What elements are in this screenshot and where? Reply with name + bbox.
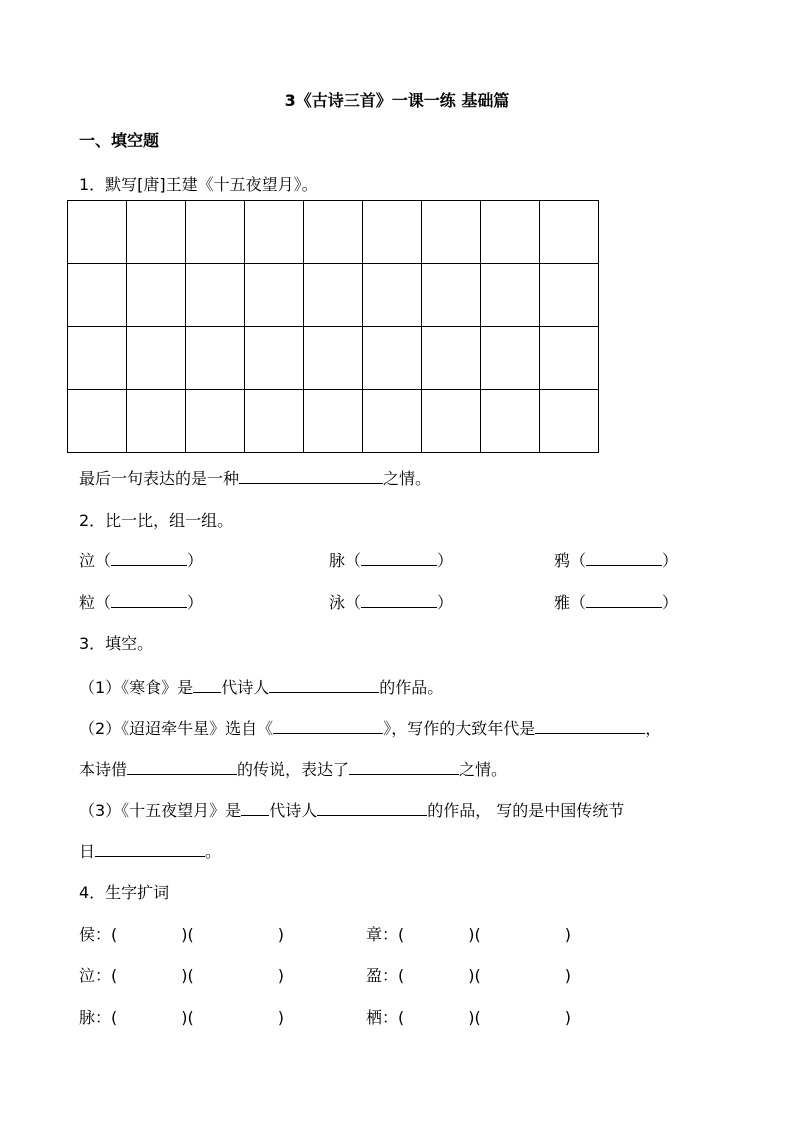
grid-cell[interactable]	[186, 327, 245, 390]
grid-cell[interactable]	[540, 327, 599, 390]
grid-cell[interactable]	[422, 390, 481, 453]
grid-cell[interactable]	[245, 327, 304, 390]
word-pair-item: 鸦（ ）	[554, 551, 679, 570]
word-pair-item: 泳（ ）	[329, 593, 454, 612]
word-expansion-item: 盈：( )( )	[366, 966, 571, 985]
grid-cell[interactable]	[304, 201, 363, 264]
answer-blank[interactable]	[193, 678, 221, 693]
grid-cell[interactable]	[127, 390, 186, 453]
answer-blank[interactable]	[241, 801, 269, 816]
grid-cell[interactable]	[245, 264, 304, 327]
page-title: 3《古诗三首》一课一练 基础篇	[284, 91, 510, 110]
question-3-line: 日 。	[79, 842, 222, 861]
grid-cell[interactable]	[68, 264, 127, 327]
answer-blank[interactable]	[273, 719, 383, 734]
grid-cell[interactable]	[363, 264, 422, 327]
answer-blank[interactable]	[239, 469, 383, 484]
answer-blank[interactable]	[361, 593, 437, 608]
grid-cell[interactable]	[481, 264, 540, 327]
word-pair-item: 粒（ ）	[79, 593, 204, 612]
grid-row	[68, 264, 599, 327]
grid-cell[interactable]	[186, 264, 245, 327]
word-expansion-item: 栖：( )( )	[366, 1008, 571, 1027]
answer-blank[interactable]	[269, 678, 379, 693]
answer-blank[interactable]	[361, 551, 437, 566]
grid-cell[interactable]	[481, 201, 540, 264]
grid-cell[interactable]	[127, 327, 186, 390]
question-1-prompt: 1．默写[唐]王建《十五夜望月》。	[79, 175, 318, 194]
answer-blank[interactable]	[586, 551, 662, 566]
question-2-prompt: 2．比一比，组一组。	[79, 511, 234, 530]
word-expansion-item: 章：( )( )	[366, 925, 571, 944]
grid-cell[interactable]	[68, 201, 127, 264]
grid-cell[interactable]	[422, 327, 481, 390]
answer-blank[interactable]	[111, 593, 187, 608]
grid-cell[interactable]	[422, 264, 481, 327]
grid-cell[interactable]	[363, 201, 422, 264]
question-3-line: （3）《十五夜望月》是 代诗人 的作品， 写的是中国传统节	[79, 801, 625, 820]
grid-cell[interactable]	[304, 264, 363, 327]
grid-cell[interactable]	[186, 201, 245, 264]
grid-cell[interactable]	[304, 390, 363, 453]
grid-cell[interactable]	[127, 264, 186, 327]
word-expansion-item: 侯：( )( )	[79, 925, 284, 944]
question-3-line: 本诗借 的传说，表达了 之情。	[79, 760, 508, 779]
answer-blank[interactable]	[317, 801, 427, 816]
question-3-line: （2）《迢迢牵牛星》选自《 》，写作的大致年代是 ，	[79, 719, 662, 738]
word-expansion-item: 泣：( )( )	[79, 966, 284, 985]
section-heading: 一、填空题	[79, 131, 160, 150]
answer-blank[interactable]	[127, 760, 237, 775]
grid-row	[68, 390, 599, 453]
grid-cell[interactable]	[245, 390, 304, 453]
writing-grid[interactable]	[67, 200, 599, 453]
grid-cell[interactable]	[481, 327, 540, 390]
grid-cell[interactable]	[481, 390, 540, 453]
grid-row	[68, 201, 599, 264]
grid-cell[interactable]	[363, 390, 422, 453]
answer-blank[interactable]	[535, 719, 645, 734]
grid-cell[interactable]	[304, 327, 363, 390]
question-4-prompt: 4．生字扩词	[79, 883, 170, 902]
grid-cell[interactable]	[245, 201, 304, 264]
question-3-prompt: 3．填空。	[79, 634, 154, 653]
grid-cell[interactable]	[68, 327, 127, 390]
grid-cell[interactable]	[540, 264, 599, 327]
word-pair-item: 雅（ ）	[554, 593, 679, 612]
answer-blank[interactable]	[111, 551, 187, 566]
question-1-followup: 最后一句表达的是一种 之情。	[79, 469, 432, 488]
grid-cell[interactable]	[422, 201, 481, 264]
grid-cell[interactable]	[363, 327, 422, 390]
grid-cell[interactable]	[186, 390, 245, 453]
grid-cell[interactable]	[540, 201, 599, 264]
answer-blank[interactable]	[349, 760, 459, 775]
grid-row	[68, 327, 599, 390]
question-3-line: （1）《寒食》是 代诗人 的作品。	[79, 678, 444, 697]
grid-cell[interactable]	[127, 201, 186, 264]
grid-cell[interactable]	[68, 390, 127, 453]
word-pair-item: 脉（ ）	[329, 551, 454, 570]
answer-blank[interactable]	[95, 842, 205, 857]
answer-blank[interactable]	[586, 593, 662, 608]
word-pair-item: 泣（ ）	[79, 551, 204, 570]
grid-cell[interactable]	[540, 390, 599, 453]
word-expansion-item: 脉：( )( )	[79, 1008, 284, 1027]
